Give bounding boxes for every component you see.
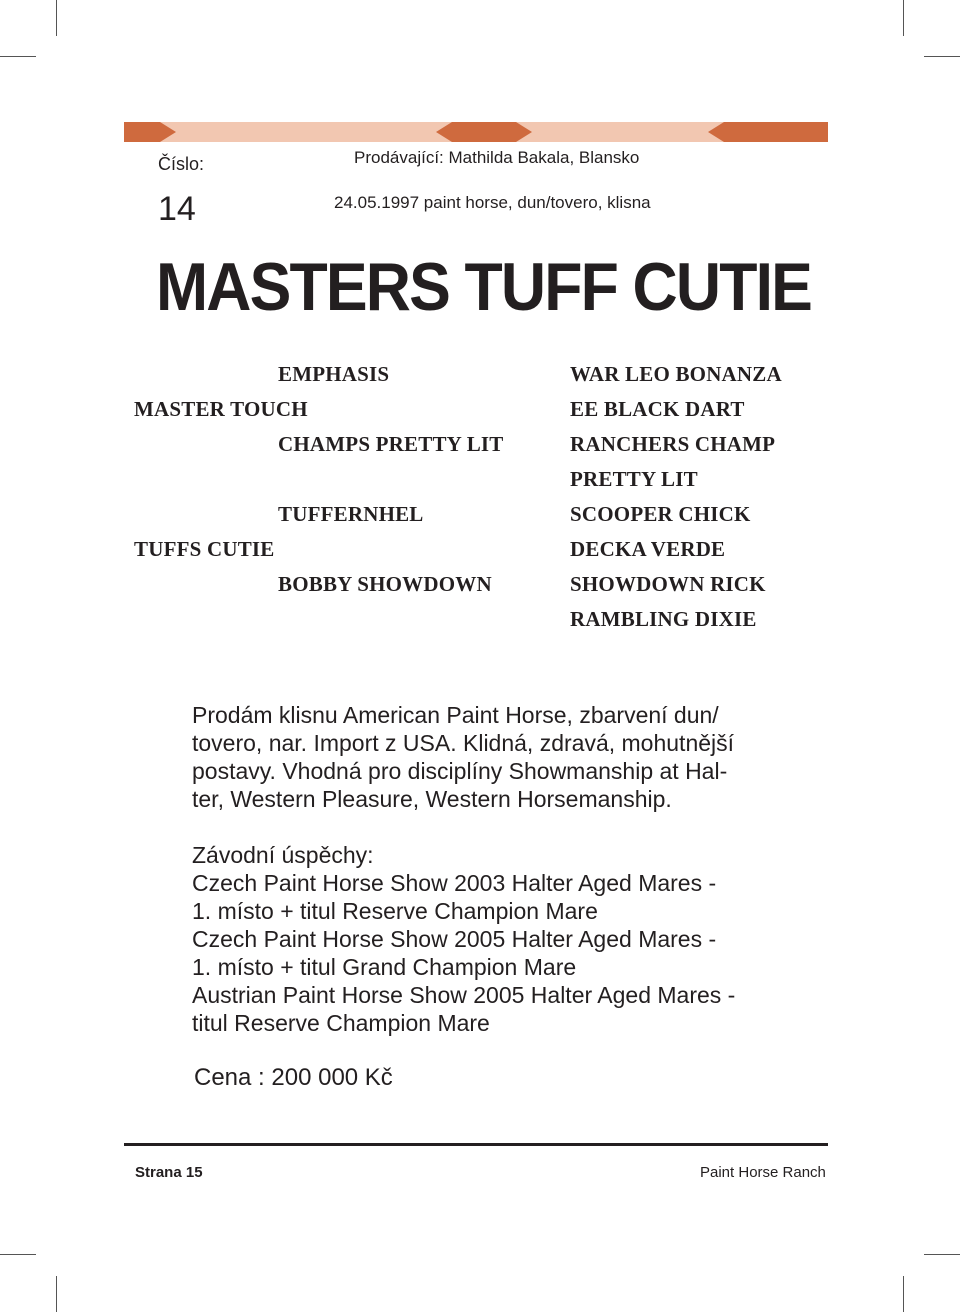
pedigree-dam: TUFFS CUTIE: [134, 537, 275, 561]
description-line: Prodám klisnu American Paint Horse, zbarvení dun/: [192, 702, 719, 728]
achievement-line: Czech Paint Horse Show 2003 Halter Aged Mares -: [192, 870, 717, 896]
seller: Prodávající: Mathilda Bakala, Blansko: [354, 148, 640, 167]
pedigree-gen3-3: RANCHERS CHAMP: [570, 432, 776, 456]
achievement-line: titul Reserve Champion Mare: [192, 1010, 490, 1036]
pedigree-dam-dam: BOBBY SHOWDOWN: [278, 572, 492, 596]
page-number: Strana 15: [135, 1164, 203, 1181]
pedigree-dam-sire: TUFFERNHEL: [278, 502, 424, 526]
achievement-line: Czech Paint Horse Show 2005 Halter Aged Mares -: [192, 926, 717, 952]
publication-name: Paint Horse Ranch: [700, 1164, 826, 1181]
pedigree-sire-sire: EMPHASIS: [278, 362, 390, 386]
achievements-heading: Závodní úspěchy:: [192, 842, 374, 868]
description-line: ter, Western Pleasure, Western Horsemanship.: [192, 786, 672, 812]
description-line: tovero, nar. Import z USA. Klidná, zdravá, mohutnější: [192, 730, 735, 756]
pedigree-gen3-2: EE BLACK DART: [570, 397, 745, 421]
pedigree-gen3-1: WAR LEO BONANZA: [570, 362, 782, 386]
achievement-line: Austrian Paint Horse Show 2005 Halter Aged Mares -: [192, 982, 736, 1008]
header-decorative-band: [124, 122, 828, 142]
price: Cena : 200 000 Kč: [194, 1064, 393, 1091]
lot-number-label: Číslo:: [158, 154, 205, 174]
footer-rule: [124, 1143, 828, 1146]
pedigree-gen3-4: PRETTY LIT: [570, 467, 698, 491]
birth-info: 24.05.1997 paint horse, dun/tovero, klisna: [334, 193, 651, 212]
pedigree-gen3-5: SCOOPER CHICK: [570, 502, 751, 526]
pedigree-sire-dam: CHAMPS PRETTY LIT: [278, 432, 504, 456]
lot-number: 14: [158, 190, 196, 228]
pedigree-gen3-8: RAMBLING DIXIE: [570, 607, 757, 631]
pedigree-sire: MASTER TOUCH: [134, 397, 308, 421]
pedigree-gen3-7: SHOWDOWN RICK: [570, 572, 766, 596]
achievement-line: 1. místo + titul Grand Champion Mare: [192, 954, 577, 980]
horse-name: MASTERS TUFF CUTIE: [156, 249, 812, 325]
pedigree-gen3-6: DECKA VERDE: [570, 537, 726, 561]
achievement-line: 1. místo + titul Reserve Champion Mare: [192, 898, 598, 924]
description-line: postavy. Vhodná pro disciplíny Showmanship at Hal-: [192, 758, 728, 784]
